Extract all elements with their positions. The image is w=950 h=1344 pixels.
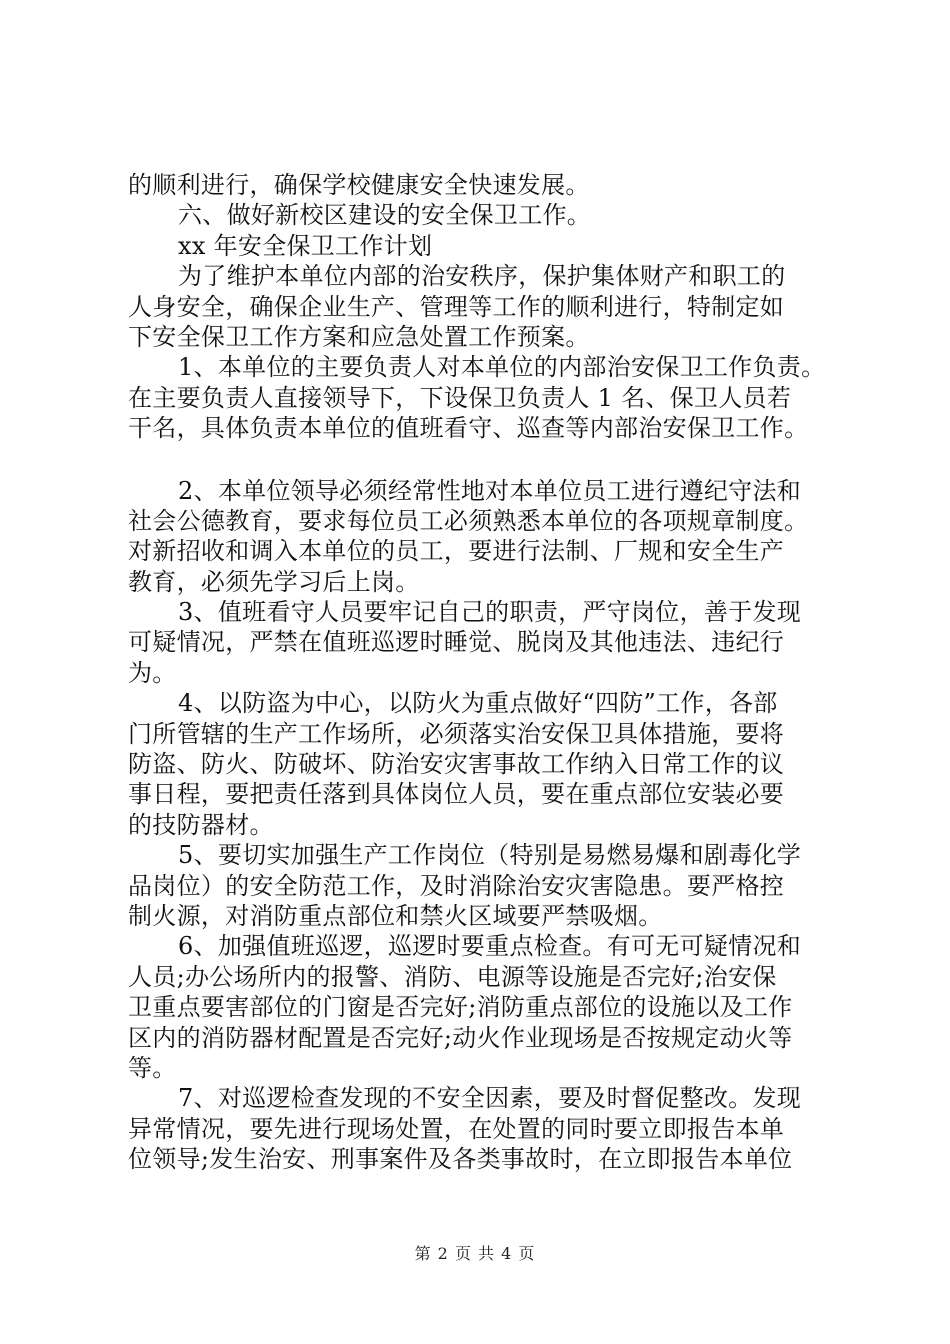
text-line: 对新招收和调入本单位的员工，要进行法制、厂规和安全生产 xyxy=(128,537,785,566)
text-line: 的顺利进行，确保学校健康安全快速发展。 xyxy=(128,171,590,199)
text-line: 2、本单位领导必须经常性地对本单位员工进行遵纪守法和 xyxy=(178,476,802,505)
text-line: 社会公德教育，要求每位员工必须熟悉本单位的各项规章制度。 xyxy=(128,506,809,535)
text-line: 可疑情况，严禁在值班巡逻时睡觉、脱岗及其他违法、违纪行 xyxy=(128,628,785,657)
text-line: 等。 xyxy=(128,1053,177,1082)
section-heading: 六、做好新校区建设的安全保卫工作。 xyxy=(178,201,592,230)
text-line: 区内的消防器材配置是否完好;动火作业现场是否按规定动火等 xyxy=(128,1023,793,1052)
text-line: 人员;办公场所内的报警、消防、电源等设施是否完好;治安保 xyxy=(128,962,777,991)
text-line: 干名，具体负责本单位的值班看守、巡查等内部治安保卫工作。 xyxy=(128,414,809,443)
page-footer: 第 2 页 共 4 页 xyxy=(414,1244,536,1263)
text-line: 7、对巡逻检查发现的不安全因素，要及时督促整改。发现 xyxy=(178,1084,802,1113)
document-title: xx 年安全保卫工作计划 xyxy=(178,231,433,260)
text-line: 人身安全，确保企业生产、管理等工作的顺利进行，特制定如 xyxy=(128,292,785,321)
text-line: 的技防器材。 xyxy=(128,810,274,839)
text-line: 在主要负责人直接领导下，下设保卫负责人 1 名、保卫人员若 xyxy=(128,383,792,412)
text-line: 教育，必须先学习后上岗。 xyxy=(128,567,420,596)
text-line: 5、要切实加强生产工作岗位（特别是易燃易爆和剧毒化学 xyxy=(178,841,802,870)
text-line: 事日程，要把责任落到具体岗位人员，要在重点部位安装必要 xyxy=(128,780,785,809)
text-line: 1、本单位的主要负责人对本单位的内部治安保卫工作负责。 xyxy=(178,353,826,382)
document-body xyxy=(128,170,838,1175)
text-line: 门所管辖的生产工作场所，必须落实治安保卫具体措施，要将 xyxy=(128,719,785,748)
text-line: 为了维护本单位内部的治安秩序，保护集体财产和职工的 xyxy=(178,262,786,291)
text-line: 防盗、防火、防破坏、防治安灾害事故工作纳入日常工作的议 xyxy=(128,750,785,779)
text-line: 异常情况，要先进行现场处置，在处置的同时要立即报告本单 xyxy=(128,1114,785,1143)
text-line: 制火源，对消防重点部位和禁火区域要严禁吸烟。 xyxy=(128,901,663,930)
text-line: 卫重点要害部位的门窗是否完好;消防重点部位的设施以及工作 xyxy=(128,993,793,1022)
text-line: 为。 xyxy=(128,658,177,687)
text-line: 位领导;发生治安、刑事案件及各类事故时，在立即报告本单位 xyxy=(128,1145,793,1174)
text-line: 6、加强值班巡逻，巡逻时要重点检查。有可无可疑情况和 xyxy=(178,932,802,961)
text-line: 品岗位）的安全防范工作，及时消除治安灾害隐患。要严格控 xyxy=(128,871,785,900)
text-line: 下安全保卫工作方案和应急处置工作预案。 xyxy=(128,322,590,351)
text-line: 3、值班看守人员要牢记自己的职责，严守岗位，善于发现 xyxy=(178,598,802,627)
text-line: 4、以防盗为中心，以防火为重点做好“四防”工作，各部 xyxy=(178,689,778,718)
paragraph-gap xyxy=(128,444,838,476)
